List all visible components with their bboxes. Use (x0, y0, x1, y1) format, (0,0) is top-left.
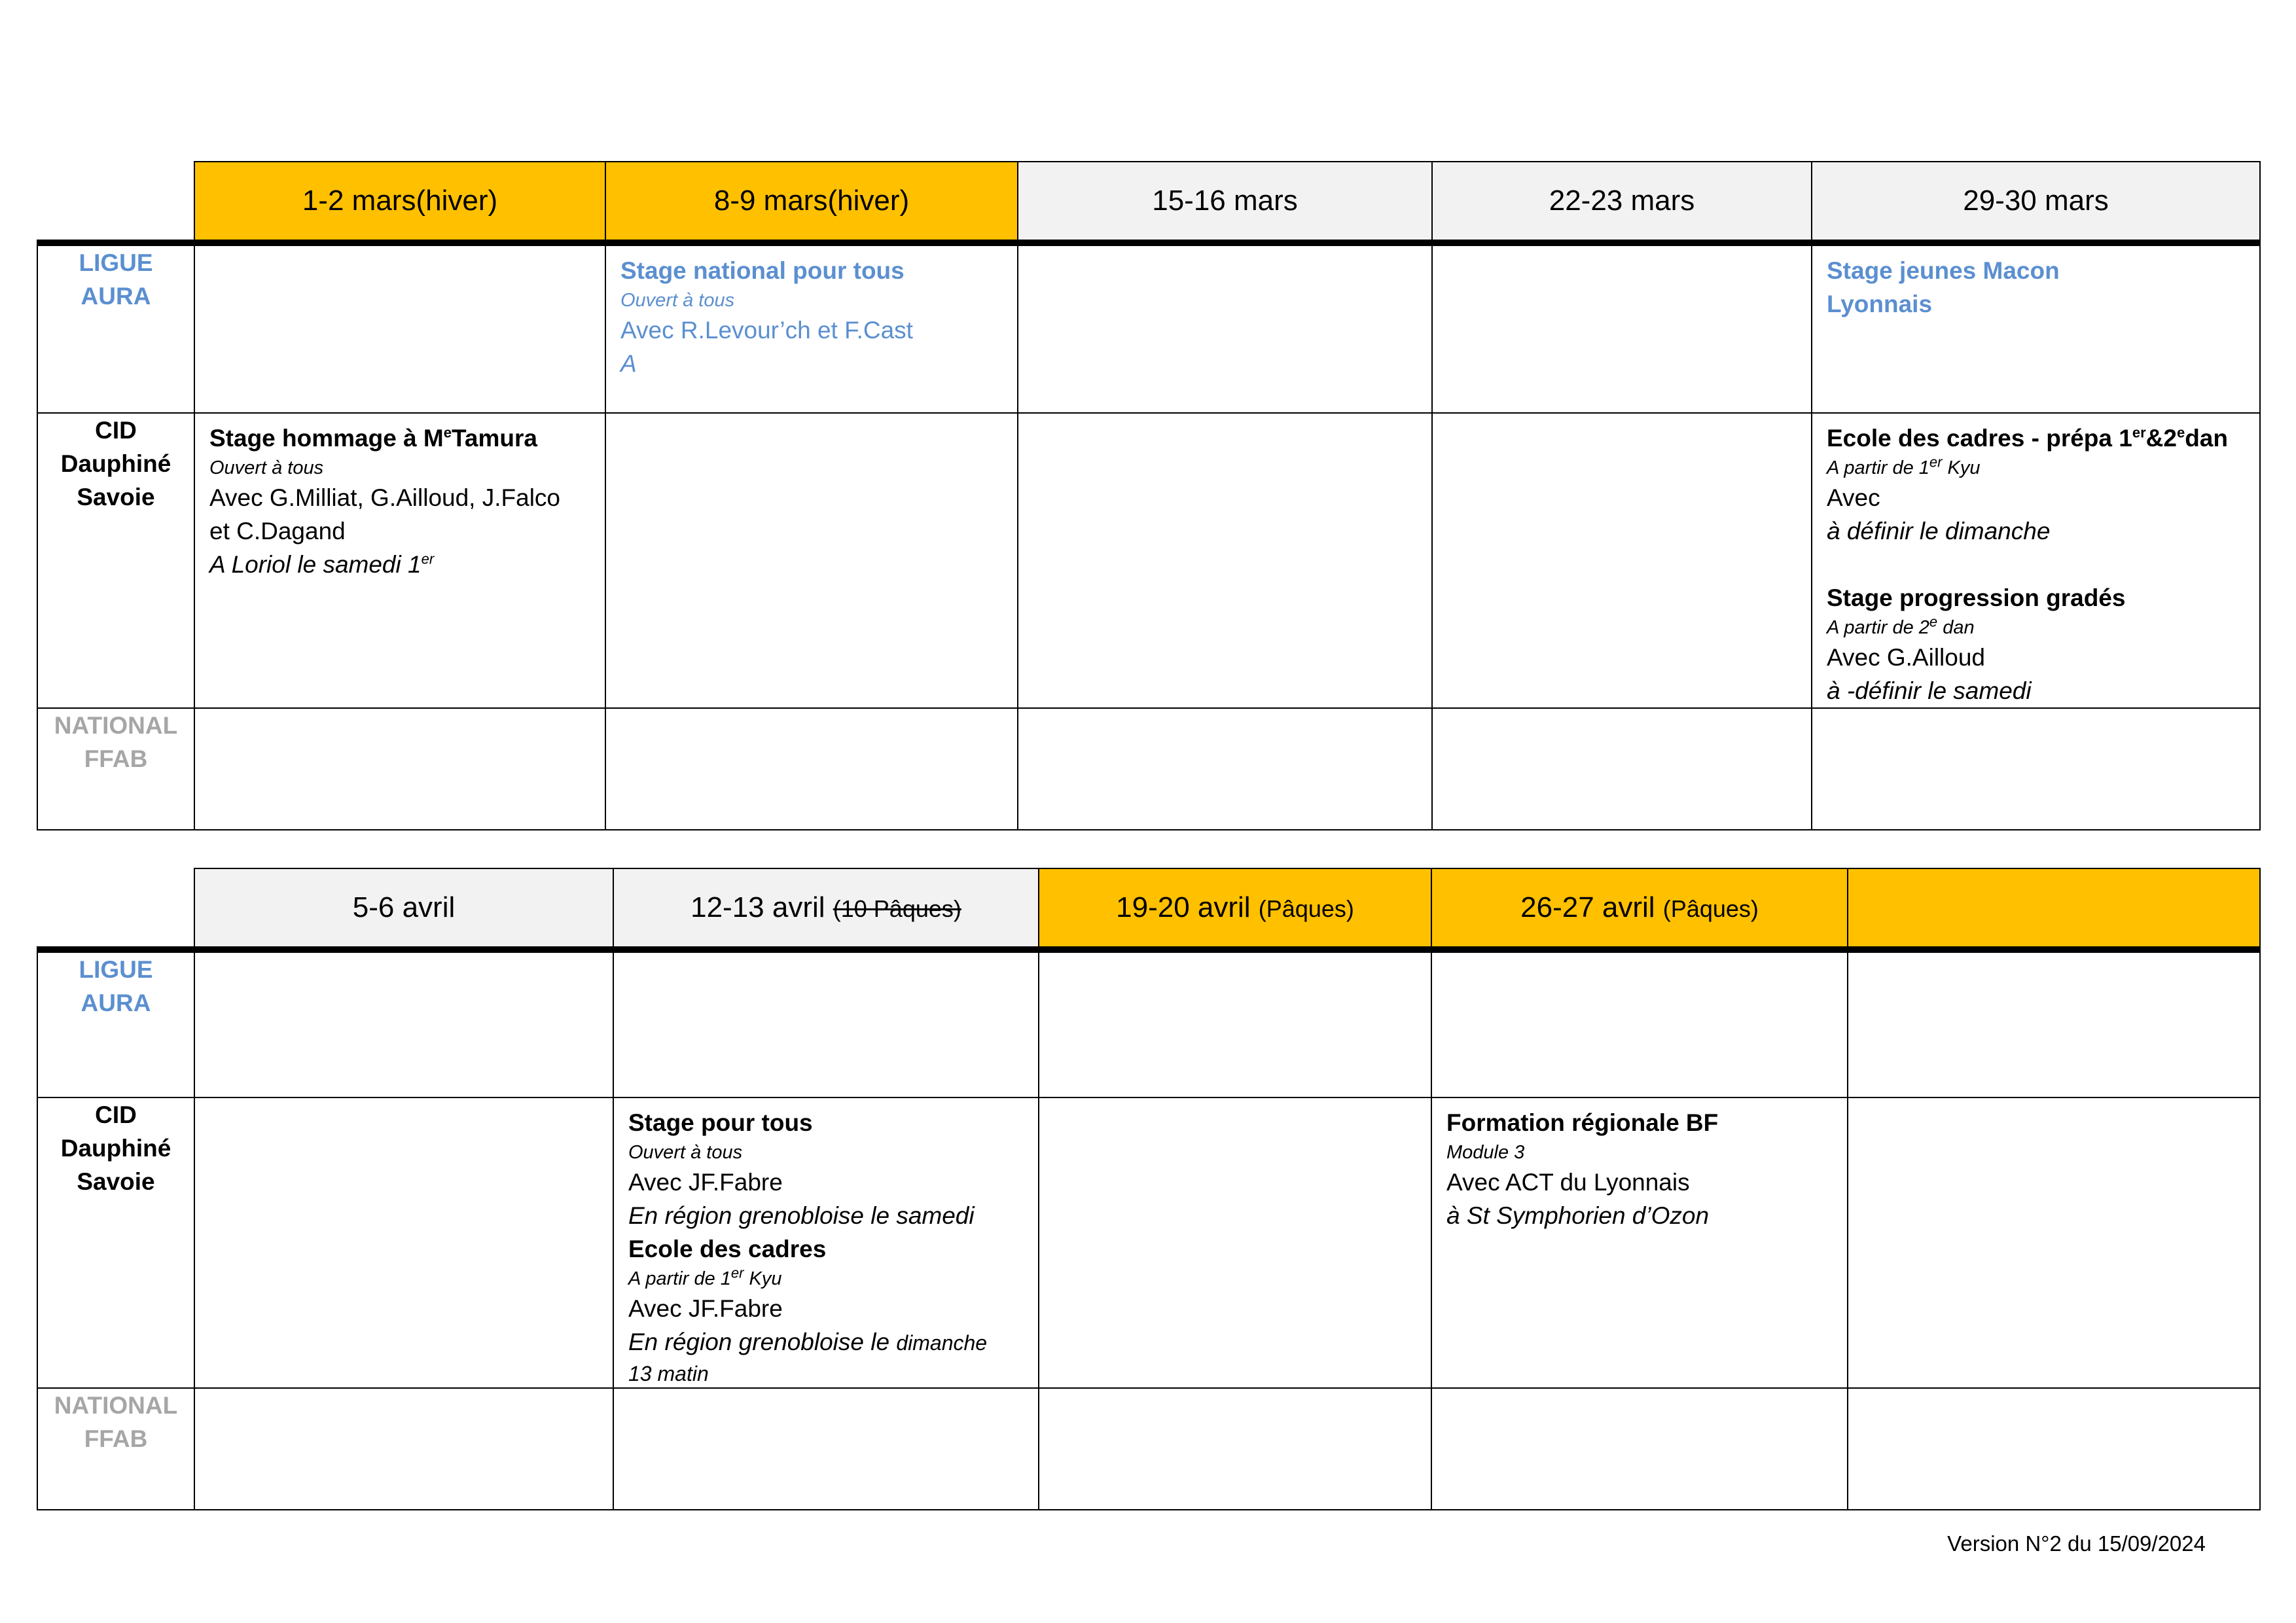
event-stage-pour-tous (614, 1098, 1038, 1387)
event-location: à St Symphorien d’Ozon (1446, 1202, 1710, 1229)
march-header-2: 8-9 mars(hiver) (605, 162, 1018, 243)
april-ligue-cell-4 (1431, 950, 1848, 1097)
event-title: Stage progression gradés (1827, 584, 2126, 611)
event-audience: Ouvert à tous (628, 1142, 743, 1163)
superscript: e (1929, 613, 1938, 630)
march-ligue-row (37, 243, 2260, 413)
row-label-ligue-aura (37, 243, 194, 413)
row-label-line: NATIONAL (54, 712, 178, 739)
superscript: er (1929, 454, 1943, 471)
text-part: Stage hommage à M (209, 425, 444, 452)
text-part: Kyu (1942, 457, 1981, 478)
text-part: A Loriol le samedi 1 (209, 551, 422, 578)
header-date: 26-27 avril (1520, 891, 1663, 923)
april-national-cell-3 (1039, 1388, 1431, 1510)
event-instructors: Avec (1827, 484, 1880, 511)
march-cid-cell-2 (605, 413, 1018, 708)
april-header-5 (1848, 868, 2260, 950)
april-ligue-cell-2 (613, 950, 1039, 1097)
april-cid-cell-4 (1431, 1097, 1848, 1388)
event-instructors: Avec G.Ailloud (1827, 644, 1985, 671)
event-title: Stage jeunes Macon (1827, 257, 2060, 284)
event-stage-hommage (195, 414, 605, 581)
april-national-cell-2 (613, 1388, 1039, 1510)
march-ligue-cell-5 (1812, 243, 2260, 413)
superscript: e (443, 424, 452, 441)
april-header-2 (613, 868, 1039, 950)
march-ligue-cell-4 (1432, 243, 1812, 413)
text-part: Kyu (744, 1268, 782, 1289)
event-location: à définir le dimanche (1827, 518, 2051, 544)
april-ligue-cell-3 (1039, 950, 1431, 1097)
april-ligue-row (37, 950, 2260, 1097)
april-cid-row (37, 1097, 2260, 1388)
header-date: 19-20 avril (1116, 891, 1259, 923)
text-part: A partir de 1 (628, 1268, 731, 1289)
march-header-3: 15-16 mars (1018, 162, 1432, 243)
event-title: Ecole des cadres (628, 1236, 827, 1262)
march-header-row (37, 162, 2260, 243)
april-cid-cell-5 (1848, 1097, 2260, 1388)
event-location (209, 548, 592, 581)
event-instructors: Avec G.Milliat, G.Ailloud, J.Falco (209, 484, 560, 511)
april-calendar-table (37, 868, 2261, 1510)
march-cid-cell-4 (1432, 413, 1812, 708)
row-label-line: CID (95, 417, 137, 444)
row-label-line: Savoie (77, 484, 155, 510)
april-header-3 (1039, 868, 1431, 950)
april-national-row (37, 1388, 2260, 1510)
event-formation-regionale (1432, 1098, 1847, 1232)
event-audience: Ouvert à tous (209, 457, 324, 478)
row-label-line: Dauphiné (60, 1135, 171, 1162)
event-instructors: Avec JF.Fabre (628, 1295, 783, 1322)
row-label-line: Dauphiné (60, 450, 171, 477)
march-cid-cell-5 (1812, 413, 2260, 708)
text-part: Tamura (452, 425, 537, 452)
march-cid-row (37, 413, 2260, 708)
row-label-line: AURA (81, 990, 151, 1016)
row-label-line: LIGUE (79, 956, 153, 983)
event-title: Lyonnais (1827, 291, 1933, 317)
row-label-line: NATIONAL (54, 1392, 178, 1419)
event-ecole-des-cadres (1812, 414, 2259, 707)
march-ligue-cell-3 (1018, 243, 1432, 413)
event-instructors: et C.Dagand (209, 518, 346, 544)
header-note: (Pâques) (1662, 895, 1759, 922)
april-header-4 (1431, 868, 1848, 950)
event-title: Formation régionale BF (1446, 1109, 1719, 1136)
event-instructors: Avec R.Levour’ch et F.Cast (620, 317, 913, 344)
event-title (209, 421, 592, 455)
event-instructors: Avec JF.Fabre (628, 1169, 783, 1196)
row-label-line: LIGUE (79, 249, 153, 276)
event-location: A (620, 350, 637, 377)
event-title: Stage pour tous (628, 1109, 813, 1136)
event-audience: Ouvert à tous (620, 290, 735, 311)
event-instructors: Avec ACT du Lyonnais (1446, 1169, 1690, 1196)
april-national-cell-5 (1848, 1388, 2260, 1510)
header-note: (Pâques) (1258, 895, 1354, 922)
row-label-ligue-aura (37, 950, 194, 1097)
text-part: dan (1937, 617, 1975, 638)
row-label-line: FFAB (84, 1425, 148, 1452)
superscript: e (2176, 424, 2185, 441)
march-national-cell-4 (1432, 708, 1812, 830)
row-label-line: AURA (81, 283, 151, 310)
march-ligue-cell-1 (194, 243, 605, 413)
text-part: A partir de 2 (1827, 617, 1929, 638)
april-cid-cell-2 (613, 1097, 1039, 1388)
header-note: (10 Pâques) (833, 895, 961, 922)
march-ligue-cell-2 (605, 243, 1018, 413)
text-part: dan (2185, 425, 2228, 452)
march-national-cell-2 (605, 708, 1018, 830)
text-part: dimanche (896, 1331, 988, 1355)
text-part: A partir de 1 (1827, 457, 1929, 478)
april-ligue-cell-1 (194, 950, 613, 1097)
event-location: à -définir le samedi (1827, 677, 2032, 704)
event-title: Stage national pour tous (620, 257, 905, 284)
event-audience (1827, 615, 2246, 641)
march-national-row (37, 708, 2260, 830)
superscript: er (730, 1264, 744, 1281)
event-stage-national (606, 246, 1017, 380)
april-national-cell-4 (1431, 1388, 1848, 1510)
march-national-cell-1 (194, 708, 605, 830)
row-label-national-ffab (37, 708, 194, 830)
corner-cell (37, 162, 194, 243)
april-cid-cell-3 (1039, 1097, 1431, 1388)
march-national-cell-3 (1018, 708, 1432, 830)
version-footer: Version N°2 du 15/09/2024 (1947, 1531, 2206, 1556)
march-cid-cell-3 (1018, 413, 1432, 708)
event-location: En région grenobloise le samedi (628, 1202, 975, 1229)
corner-cell (37, 868, 194, 950)
event-stage-jeunes (1812, 246, 2259, 321)
march-calendar-table (37, 161, 2261, 830)
april-ligue-cell-5 (1848, 950, 2260, 1097)
row-label-cid-dauphine-savoie (37, 1097, 194, 1388)
header-date: 12-13 avril (691, 891, 833, 923)
event-title (1827, 421, 2246, 455)
row-label-national-ffab (37, 1388, 194, 1510)
april-header-1: 5-6 avril (194, 868, 613, 950)
spacer (1827, 548, 2246, 581)
event-audience: Module 3 (1446, 1142, 1525, 1163)
april-header-row (37, 868, 2260, 950)
row-label-cid-dauphine-savoie (37, 413, 194, 708)
text-part: Ecole des cadres - prépa 1 (1827, 425, 2132, 452)
event-audience (1827, 455, 2246, 481)
row-label-line: Savoie (77, 1168, 155, 1195)
april-cid-cell-1 (194, 1097, 613, 1388)
row-label-line: CID (95, 1101, 137, 1128)
march-header-1: 1-2 mars(hiver) (194, 162, 605, 243)
superscript: er (2132, 424, 2146, 441)
march-header-4: 22-23 mars (1432, 162, 1812, 243)
march-header-5: 29-30 mars (1812, 162, 2260, 243)
event-location (628, 1325, 1025, 1360)
event-audience (628, 1266, 1025, 1292)
text-part: En région grenobloise le (628, 1329, 897, 1355)
march-national-cell-5 (1812, 708, 2260, 830)
row-label-line: FFAB (84, 745, 148, 772)
march-cid-cell-1 (194, 413, 605, 708)
superscript: er (421, 550, 435, 567)
text-part: &2 (2145, 425, 2177, 452)
april-national-cell-1 (194, 1388, 613, 1510)
event-location: 13 matin (628, 1362, 709, 1385)
